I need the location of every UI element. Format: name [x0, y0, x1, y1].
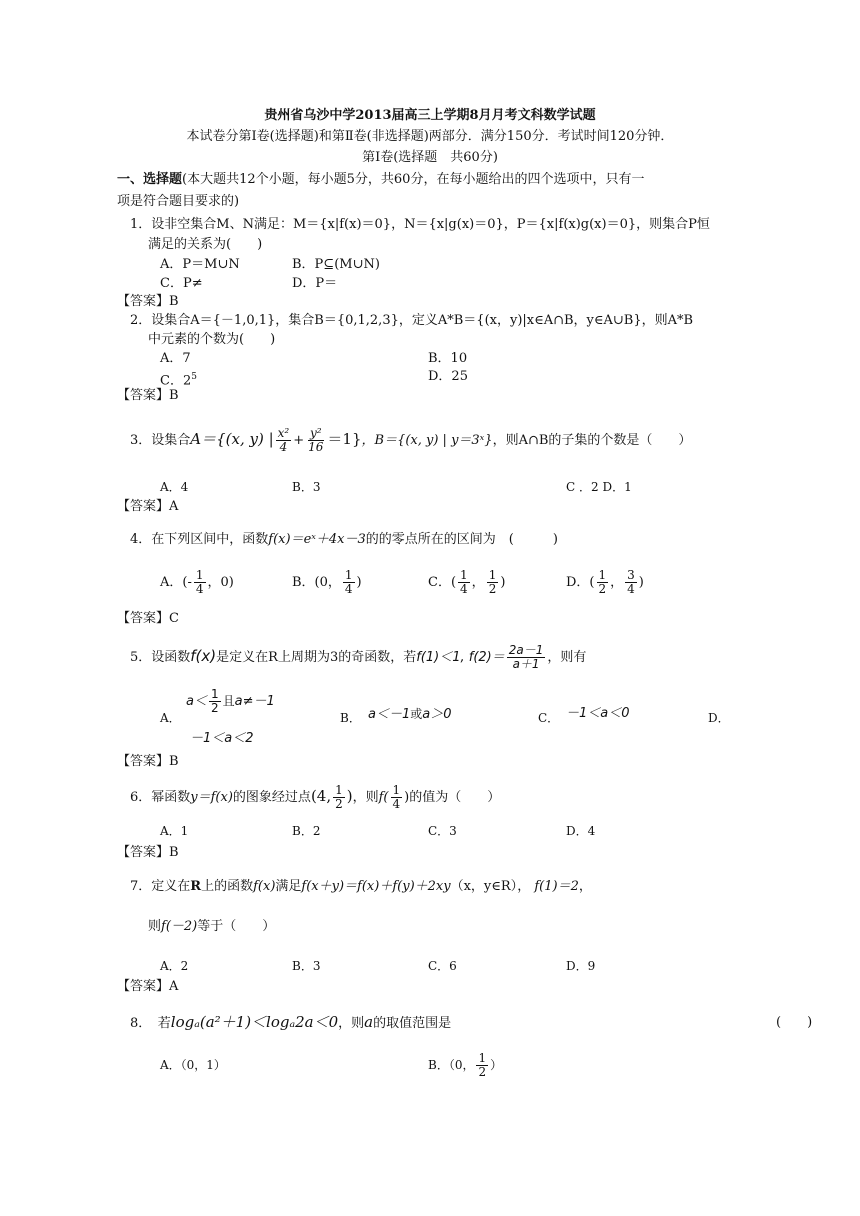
q2-option-a: A．7	[160, 351, 191, 366]
q5-b-cond1: a＜－1	[368, 707, 411, 722]
section-heading: 一、选择题	[117, 172, 183, 187]
q1-option-a: A．P＝M∪N	[160, 257, 240, 272]
q5-option-c: －1＜a＜0	[566, 706, 630, 721]
q4-c-mid: ，	[471, 575, 485, 590]
q7-line2-suffix: 等于（ ）	[197, 919, 276, 934]
q4-c2-den: 2	[488, 582, 497, 596]
q4-option-b	[292, 568, 362, 598]
q6-fq-num: 1	[392, 783, 401, 797]
q6-answer-value: B	[169, 845, 179, 860]
q6-line	[130, 780, 500, 814]
q7-option-d: D．9	[566, 959, 596, 973]
q3-frac-y-den: 16	[308, 440, 324, 454]
q2-option-c-base: C．2	[160, 373, 192, 389]
q1-option-d: D．P＝	[292, 276, 338, 291]
q6-fq-pre: f(	[378, 790, 389, 805]
q5-a-and: 且	[222, 694, 235, 708]
q8-option-a: A．（0，1）	[160, 1058, 226, 1072]
q6-option-d: D．4	[566, 824, 596, 838]
q4-func: f(x)＝eˣ＋4x－3	[268, 532, 366, 547]
q5-option-c-label: C．	[538, 711, 560, 725]
q3-frac-x-den: 4	[279, 440, 288, 454]
q7-cond: （x，y∈R）	[450, 879, 518, 894]
q4-c-post: )	[500, 575, 506, 590]
q4-prefix: 4．在下列区间中，函数	[130, 532, 269, 547]
q5-answer	[117, 753, 179, 771]
q7-end: ，	[578, 879, 592, 894]
q1-answer	[117, 293, 179, 311]
q6-option-b: B．2	[292, 824, 321, 838]
q5-option-d: －1＜a＜2	[190, 731, 254, 746]
q5-prefix: 5．设函数	[130, 650, 191, 665]
answer-label: 【答案】	[117, 845, 170, 860]
q5-a-num: 1	[210, 687, 219, 701]
q4-answer-value: C	[169, 611, 179, 626]
exam-title: 贵州省乌沙中学2013届高三上学期8月月考文科数学试题	[264, 108, 596, 123]
q4-d-frac2	[625, 569, 637, 596]
q3-prefix: 3．设集合	[130, 433, 191, 448]
q4-d2-num: 3	[627, 568, 635, 582]
q5-cond-left: f(1)＜1, f(2)＝	[416, 650, 505, 665]
q6-func: y＝f(x)	[190, 790, 233, 805]
answer-label: 【答案】	[117, 499, 170, 514]
q5-a-pre: a＜	[186, 694, 207, 709]
q5-cond-num: 2a－1	[508, 643, 544, 657]
q5-suffix: ，则有	[547, 650, 587, 665]
q1-line2: 满足的关系为( )	[148, 237, 263, 252]
q4-d1-den: 2	[598, 582, 607, 596]
answer-label: 【答案】	[117, 979, 170, 994]
q7-answer	[117, 978, 178, 996]
q4-c-frac1	[458, 569, 470, 596]
q7-option-b: B．3	[292, 959, 321, 973]
q3-option-b: B．3	[292, 480, 321, 494]
q8-b-num: 1	[478, 1051, 487, 1065]
q6-fq-den: 4	[392, 797, 401, 811]
q2-option-d: D．25	[428, 369, 468, 384]
q1-answer-value: B	[169, 294, 179, 309]
q4-d1-num: 1	[598, 568, 607, 582]
q8-var: a	[364, 1013, 374, 1031]
q7-line2-func: f(－2)	[161, 919, 198, 934]
q6-option-a: A．1	[160, 824, 189, 838]
section-description	[117, 171, 644, 189]
q8-suffix: 的取值范围是	[373, 1016, 452, 1031]
q4-b-num: 1	[344, 568, 353, 582]
q5-a-den: 2	[210, 701, 219, 715]
q7-mid2: 满足	[275, 879, 302, 894]
q4-c-pre: C．(	[428, 575, 457, 590]
q3-set-a-right: ＝1}	[327, 430, 362, 448]
answer-label: 【答案】	[117, 754, 170, 769]
q7-val: f(1)＝2	[534, 879, 579, 894]
q7-line1	[130, 878, 592, 896]
q4-a-pre: A．(-	[160, 575, 192, 590]
q6-pt-num: 1	[335, 783, 343, 797]
q4-a-frac	[194, 569, 206, 596]
q6-pt-pre: (4,	[310, 787, 332, 805]
section-desc-2: 项是符合题目要求的)	[117, 194, 240, 209]
q3-line	[130, 423, 691, 457]
q8-b-pre: B．（0，	[428, 1058, 475, 1072]
q8-bracket: ( )	[776, 1015, 813, 1030]
q5-b-or: 或	[410, 707, 423, 721]
q6-answer	[117, 844, 179, 862]
q7-r: R	[190, 879, 202, 894]
q4-answer	[117, 610, 179, 628]
q5-a-frac	[209, 688, 221, 715]
q7-eq: f(x＋y)＝f(x)＋f(y)＋2xy	[301, 879, 451, 894]
q8-b-post: ）	[490, 1058, 503, 1072]
q6-mid: 的图象经过点	[232, 790, 311, 805]
q4-b-frac	[343, 569, 355, 596]
q6-prefix: 6．幂函数	[130, 790, 191, 805]
q7-prefix: 7．定义在	[130, 879, 191, 894]
q6-option-c: C．3	[428, 824, 457, 838]
q2-option-c-exp: 5	[191, 372, 197, 382]
q6-mid2: ，则	[352, 790, 379, 805]
q4-b-pre: B．(0，	[292, 575, 341, 590]
answer-label: 【答案】	[117, 611, 170, 626]
q4-c-frac2	[487, 569, 499, 596]
q3-plus: +	[293, 433, 305, 448]
q2-line1: 2．设集合A＝{－1,0,1}，集合B＝{0,1,2,3}，定义A*B＝{(x，y)|x∈A∩B，y∈A∪B}，则A*B	[130, 313, 694, 328]
q5-option-d-label: D．	[708, 711, 730, 725]
q4-line	[130, 531, 558, 549]
q5-option-b	[368, 705, 452, 724]
q5-option-b-label: B．	[340, 711, 361, 725]
q5-mid: 是定义在R上周期为3的奇函数，若	[216, 650, 417, 665]
q6-pt-post: )	[346, 787, 353, 805]
q7-line2	[148, 918, 275, 936]
section-desc-1: (本大题共12个小题，每小题5分，共60分，在每小题给出的四个选项中，只有一	[182, 172, 645, 187]
q4-option-c	[428, 568, 505, 598]
q2-answer-value: B	[169, 388, 179, 403]
q4-suffix: 的的零点所在的区间为 ( )	[365, 532, 558, 547]
q4-c2-num: 1	[488, 568, 497, 582]
q7-answer-value: A	[169, 979, 179, 994]
answer-label: 【答案】	[117, 294, 170, 309]
q5-answer-value: B	[169, 754, 179, 769]
q2-answer	[117, 387, 179, 405]
q4-option-d	[566, 568, 644, 598]
q3-frac-x-num: x²	[277, 426, 290, 440]
q5-a-cond: a≠－1	[234, 694, 275, 709]
q4-a-post: ，0)	[207, 575, 234, 590]
q5-cond-den: a＋1	[512, 657, 540, 671]
q7-line2-pre: 则	[148, 919, 162, 934]
q2-option-b: B．10	[428, 351, 468, 366]
q5-b-cond2: a＞0	[422, 707, 452, 722]
exam-intro: 本试卷分第Ⅰ卷(选择题)和第Ⅱ卷(非选择题)两部分．满分150分．考试时间120分钟．	[186, 129, 674, 144]
q5-option-a	[186, 683, 275, 720]
q3-set-a-left: A＝{(x, y) |	[190, 430, 274, 448]
q4-c1-den: 4	[460, 582, 468, 596]
q3-option-a: A．4	[160, 480, 189, 494]
q5-func: f(x)	[190, 647, 217, 665]
q4-b-den: 4	[344, 582, 353, 596]
q4-b-post: )	[356, 575, 362, 590]
q4-a-den: 4	[195, 582, 204, 596]
q3-answer-value: A	[169, 499, 179, 514]
q4-d-mid: ，	[610, 575, 624, 590]
q8-ineq: logₐ(a²＋1)＜logₐ2a＜0	[170, 1013, 339, 1031]
q1-line1: 1．设非空集合M、N满足：M＝{x|f(x)＝0}，N＝{x|g(x)＝0}，P＝{x|f(x)g(x)＝0}，则集合P恒	[130, 217, 710, 232]
q3-frac-y-num: y²	[309, 426, 322, 440]
q4-d-frac1	[597, 569, 609, 596]
q8-b-frac	[476, 1052, 488, 1079]
q7-comma: ，	[517, 879, 531, 894]
q5-option-a-label: A．	[160, 711, 181, 725]
q8-mid: ，则	[338, 1016, 365, 1031]
q7-option-a: A．2	[160, 959, 189, 973]
q3-frac-y	[306, 427, 325, 454]
q3-answer	[117, 498, 178, 516]
q3-suffix: ，则A∩B的子集的个数是（ ）	[492, 433, 692, 448]
q8-prefix: 8． 若	[130, 1016, 171, 1031]
q8-b-den: 2	[478, 1065, 487, 1079]
q1-option-b: B．P⊆(M∪N)	[292, 257, 380, 272]
q1-option-c: C．P≠	[160, 276, 203, 291]
q7-option-c: C．6	[428, 959, 457, 973]
q6-fq-frac	[391, 784, 403, 811]
q4-d2-den: 4	[627, 582, 635, 596]
q5-line	[130, 636, 586, 678]
q8-option-b	[428, 1050, 502, 1080]
q2-line2: 中元素的个数为( )	[148, 332, 276, 347]
q4-d-post: )	[638, 575, 644, 590]
q4-d-pre: D．(	[566, 575, 595, 590]
q3-frac-x	[276, 427, 292, 454]
q6-fq-post: )	[404, 790, 410, 805]
q4-option-a	[160, 568, 234, 598]
q5-cond-frac	[507, 644, 546, 671]
q6-pt-frac	[333, 784, 345, 811]
q4-c1-num: 1	[460, 568, 468, 582]
q8-line	[130, 1013, 451, 1033]
q3-option-cd: C ．2 D．1	[566, 480, 632, 494]
q4-a-num: 1	[195, 568, 204, 582]
q3-set-b: ，B＝{(x, y) | y＝3ˣ}	[361, 433, 493, 448]
q7-func: f(x)	[253, 879, 276, 894]
part-heading: 第Ⅰ卷(选择题 共60分)	[362, 150, 498, 165]
q6-suffix: 的值为（ ）	[409, 790, 501, 805]
answer-label: 【答案】	[117, 388, 170, 403]
q7-mid: 上的函数	[201, 879, 254, 894]
q6-pt-den: 2	[335, 797, 343, 811]
